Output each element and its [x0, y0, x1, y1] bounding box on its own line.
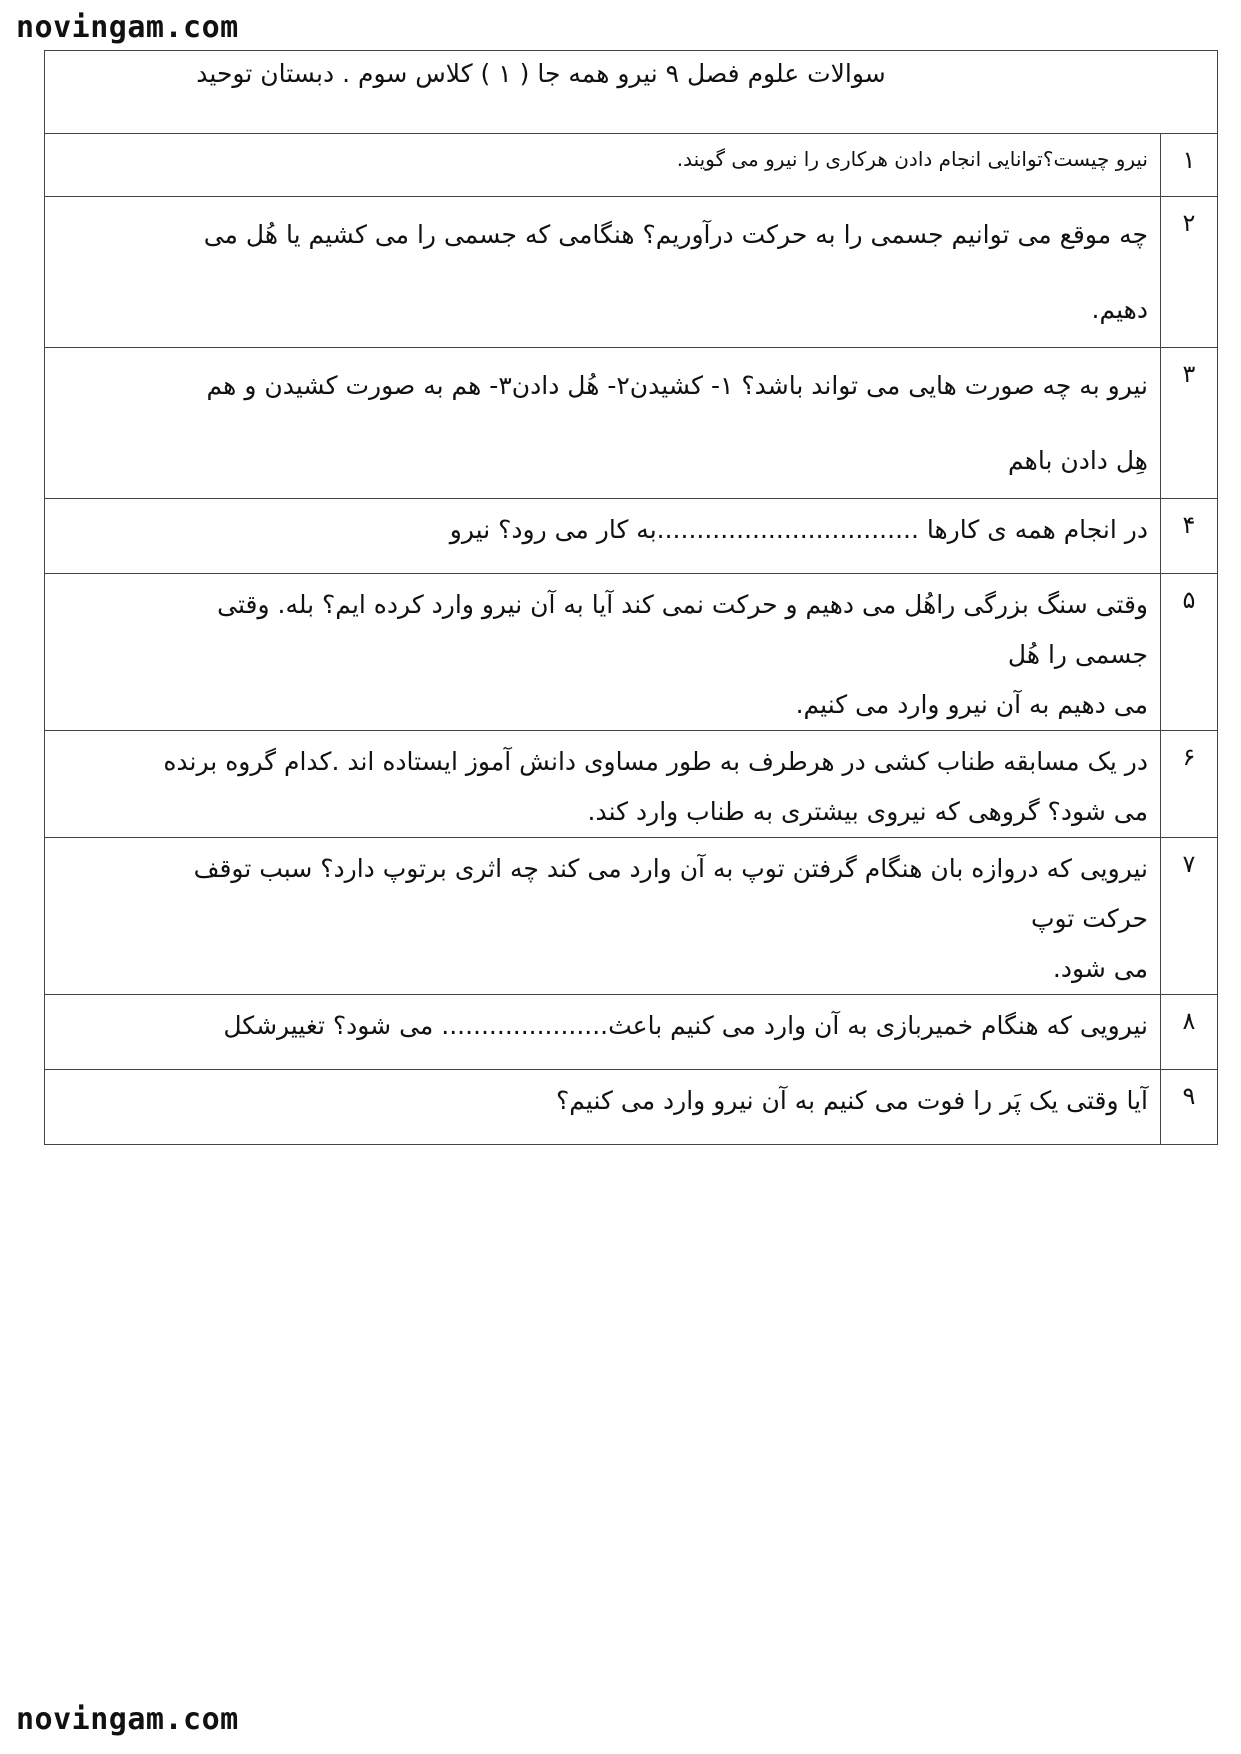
question-line: حرکت توپ — [1030, 904, 1148, 933]
question-row-4 — [45, 499, 1218, 574]
question-line: چه موقع می توانیم جسمی را به حرکت درآوریم؟ هنگامی که جسمی را می کشیم یا هُل می — [203, 220, 1148, 249]
question-row-6 — [45, 731, 1218, 838]
question-row-9 — [45, 1070, 1218, 1145]
question-number: ۷ — [1161, 838, 1218, 995]
question-row-1 — [45, 134, 1218, 197]
question-text — [45, 574, 1161, 731]
question-sheet — [44, 50, 1218, 1145]
question-number: ۲ — [1161, 197, 1218, 348]
question-number: ۵ — [1161, 574, 1218, 731]
question-row-7 — [45, 838, 1218, 995]
question-text — [45, 995, 1161, 1070]
question-text — [45, 134, 1161, 197]
question-line: می دهیم به آن نیرو وارد می کنیم. — [795, 690, 1148, 719]
question-number: ۹ — [1161, 1070, 1218, 1145]
watermark-bottom: novingam.com — [16, 1702, 239, 1737]
question-line: نیرویی که دروازه بان هنگام گرفتن توپ به آن وارد می کند چه اثری برتوپ دارد؟ سبب توقف — [193, 854, 1148, 883]
sheet-title: سوالات علوم فصل ۹ نیرو همه جا ( ۱ ) کلاس سوم . دبستان توحید — [45, 51, 1218, 134]
question-line: دهیم. — [1091, 295, 1148, 324]
question-line: می شود. — [1052, 954, 1148, 983]
question-line: آیا وقتی یک پَر را فوت می کنیم به آن نیرو وارد می کنیم؟ — [556, 1086, 1148, 1115]
question-line: جسمی را هُل — [1007, 640, 1148, 669]
question-row-8 — [45, 995, 1218, 1070]
watermark-top: novingam.com — [16, 10, 239, 45]
question-text — [45, 1070, 1161, 1145]
question-line: نیرویی که هنگام خمیربازی به آن وارد می کنیم باعث..................... می شود؟ تغییرشکل — [223, 1011, 1148, 1040]
question-number: ۸ — [1161, 995, 1218, 1070]
question-text — [45, 499, 1161, 574]
question-line: می شود؟ گروهی که نیروی بیشتری به طناب وارد کند. — [587, 797, 1148, 826]
question-number: ۴ — [1161, 499, 1218, 574]
question-line: در یک مسابقه طناب کشی در هرطرف به طور مساوی دانش آموز ایستاده اند .کدام گروه برنده — [163, 747, 1148, 776]
question-row-2 — [45, 197, 1218, 348]
question-text — [45, 838, 1161, 995]
title-row — [45, 51, 1218, 134]
question-number: ۳ — [1161, 348, 1218, 499]
question-number: ۶ — [1161, 731, 1218, 838]
question-line: وقتی سنگ بزرگی راهُل می دهیم و حرکت نمی کند آیا به آن نیرو وارد کرده ایم؟ بله. وقتی — [217, 590, 1148, 619]
question-line: نیرو چیست؟توانایی انجام دادن هرکاری را نیرو می گویند. — [676, 147, 1148, 171]
question-line: در انجام همه ی کارها .................................به کار می رود؟ نیرو — [449, 515, 1148, 544]
question-number: ۱ — [1161, 134, 1218, 197]
question-row-5 — [45, 574, 1218, 731]
question-line: هِل دادن باهم — [1008, 446, 1148, 475]
question-text — [45, 348, 1161, 499]
question-text — [45, 197, 1161, 348]
question-text — [45, 731, 1161, 838]
question-row-3 — [45, 348, 1218, 499]
question-line: نیرو به چه صورت هایی می تواند باشد؟ ۱- کشیدن۲- هُل دادن۳- هم به صورت کشیدن و هم — [206, 371, 1148, 400]
